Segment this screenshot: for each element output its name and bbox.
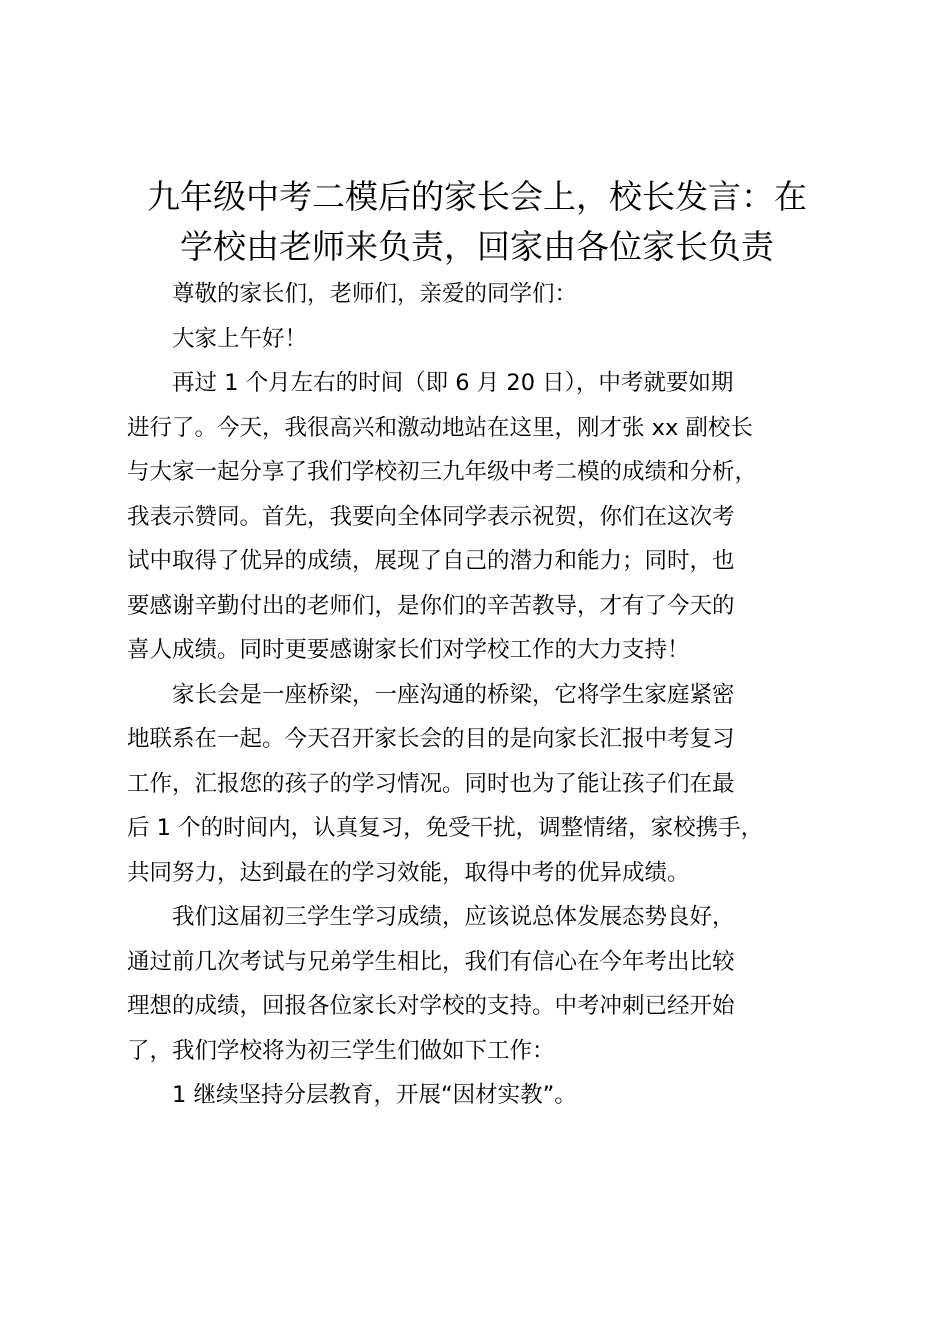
document-page bbox=[127, 172, 827, 1118]
paragraph-opening bbox=[127, 361, 827, 673]
text-line: 要感谢辛勤付出的老师们，是你们的辛苦教导，才有了今天的 bbox=[127, 592, 735, 619]
text-line: 进行了。今天，我很高兴和激动地站在这里，刚才张 xx 副校长 bbox=[127, 414, 753, 441]
text-line: 我表示赞同。首先，我要向全体同学表示祝贺，你们在这次考 bbox=[127, 503, 735, 530]
title-line: 学校由老师来负责，回家由各位家长负责 bbox=[180, 227, 774, 266]
text-line: 1 继续坚持分层教育，开展“因材实教”。 bbox=[172, 1082, 577, 1108]
text-line: 地联系在一起。今天召开家长会的目的是向家长汇报中考复习 bbox=[127, 726, 735, 752]
document-title bbox=[127, 172, 827, 272]
title-line: 九年级中考二模后的家长会上，校长发言：在 bbox=[147, 177, 807, 216]
paragraph-bridge bbox=[127, 673, 827, 896]
text-line: 了，我们学校将为初三学生们做如下工作： bbox=[127, 1037, 555, 1064]
text-line: 通过前几次考试与兄弟学生相比，我们有信心在今年考出比较 bbox=[127, 948, 735, 975]
text-line: 再过 1 个月左右的时间（即 6 月 20 日），中考就要如期 bbox=[172, 370, 734, 396]
text-line: 我们这届初三学生学习成绩，应该说总体发展态势良好， bbox=[172, 904, 735, 930]
paragraph-item-1 bbox=[127, 1073, 827, 1118]
text-line: 后 1 个的时间内，认真复习，免受干扰，调整情绪，家校携手， bbox=[127, 815, 764, 841]
paragraph-performance bbox=[127, 895, 827, 1073]
text-line: 试中取得了优异的成绩，展现了自己的潜力和能力；同时，也 bbox=[127, 548, 735, 574]
text-line: 工作，汇报您的孩子的学习情况。同时也为了能让孩子们在最 bbox=[127, 770, 735, 797]
text-line: 与大家一起分享了我们学校初三九年级中考二模的成绩和分析， bbox=[127, 459, 758, 485]
text-line: 尊敬的家长们，老师们，亲爱的同学们： bbox=[172, 281, 578, 307]
text-line: 家长会是一座桥梁，一座沟通的桥梁，它将学生家庭紧密 bbox=[172, 681, 735, 708]
text-line: 大家上午好！ bbox=[172, 325, 308, 352]
paragraph-greeting bbox=[127, 317, 827, 362]
text-line: 共同努力，达到最在的学习效能，取得中考的优异成绩。 bbox=[127, 859, 690, 886]
text-line: 理想的成绩，回报各位家长对学校的支持。中考冲刺已经开始 bbox=[127, 993, 735, 1019]
paragraph-salutation bbox=[127, 272, 827, 317]
text-line: 喜人成绩。同时更要感谢家长们对学校工作的大力支持！ bbox=[127, 637, 690, 663]
